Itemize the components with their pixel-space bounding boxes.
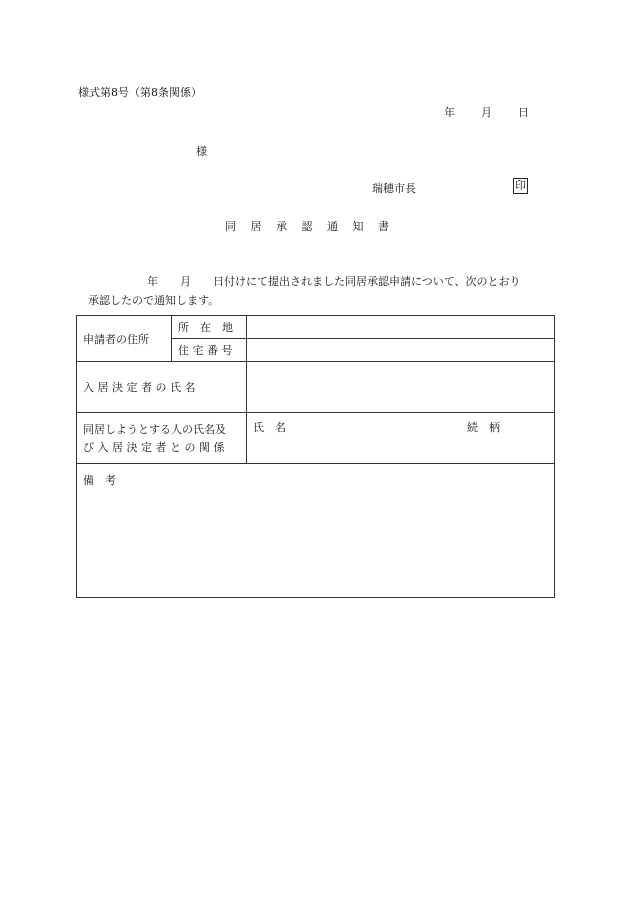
date-month: 月 — [481, 106, 492, 119]
cohabitant-field[interactable] — [247, 413, 555, 464]
resident-name-label: 入 居 決 定 者 の 氏 名 — [77, 362, 247, 413]
title-char: 認 — [301, 220, 313, 233]
issuer-name: 瑞穂市長 — [372, 182, 416, 195]
seal-mark: 印 — [515, 179, 526, 192]
applicant-address-label: 申請者の住所 — [77, 316, 172, 362]
relation-label: 続 柄 — [467, 421, 500, 434]
house-number-field[interactable] — [247, 339, 555, 362]
document-title — [225, 218, 404, 234]
form-number: 様式第8号（第8条関係） — [78, 86, 202, 99]
resident-name-field[interactable] — [247, 362, 555, 413]
title-char: 知 — [352, 220, 364, 233]
name-label: 氏 名 — [253, 421, 286, 434]
date-year: 年 — [444, 106, 455, 119]
body-text-line1: 年 月 日付けにて提出されました同居承認申請について、次のとおり — [147, 275, 521, 288]
title-char: 通 — [327, 220, 339, 233]
remarks-label: 備 考 — [83, 474, 116, 487]
date-day: 日 — [518, 106, 529, 119]
addressee-suffix: 様 — [196, 145, 207, 158]
remarks-field[interactable] — [77, 464, 555, 598]
title-char: 同 — [225, 220, 237, 233]
cohabitant-label-line2: び 入 居 決 定 者 と の 関 係 — [83, 441, 225, 454]
body-text-line2: 承認したので通知します。 — [88, 294, 220, 307]
location-label: 所 在 地 — [172, 316, 247, 339]
cohabitant-label — [77, 413, 247, 464]
notice-form-table — [76, 315, 555, 598]
title-char: 書 — [378, 220, 390, 233]
location-field[interactable] — [247, 316, 555, 339]
cohabitant-label-line1: 同居しようとする人の氏名及 — [83, 423, 226, 436]
house-number-label: 住 宅 番 号 — [172, 339, 247, 362]
title-char: 承 — [276, 220, 288, 233]
title-char: 居 — [250, 220, 262, 233]
date-line — [444, 104, 529, 120]
